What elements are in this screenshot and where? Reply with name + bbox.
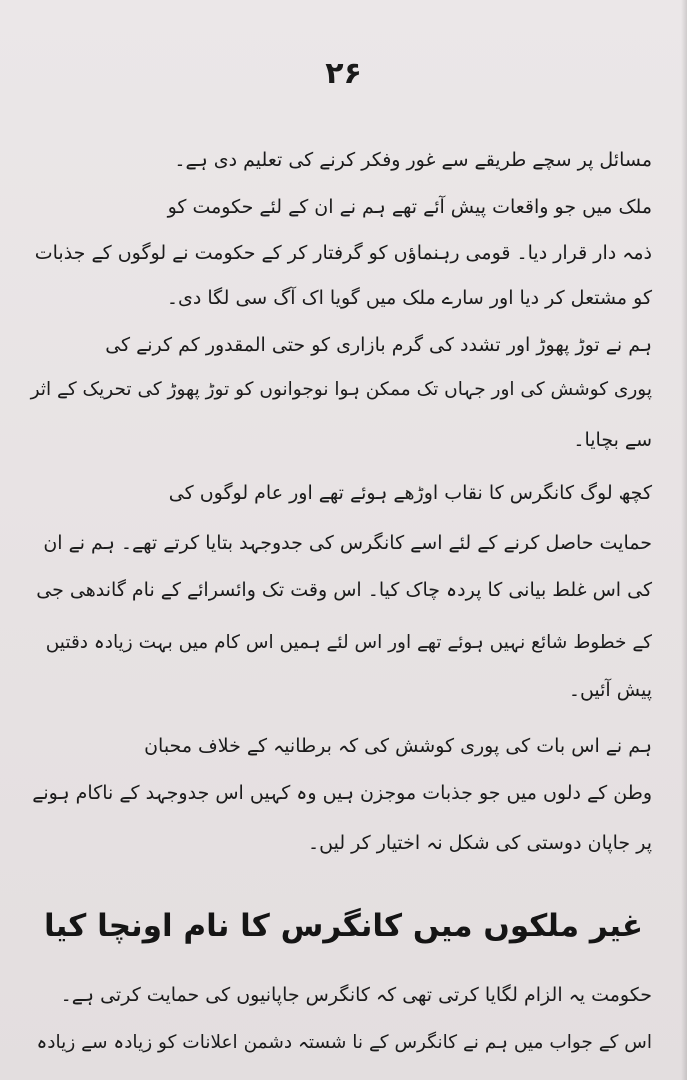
- text-line: کی اس غلط بیانی کا پردہ چاک کیا۔ اس وقت تک وائسرائے کے نام گاندھی جی: [36, 579, 652, 601]
- text-line: حمایت حاصل کرنے کے لئے اسے کانگرس کی جدوجہد بتایا کرتے تھے۔ ہم نے ان: [43, 532, 652, 554]
- page-number: ۲۶: [325, 56, 362, 91]
- text-line: کو مشتعل کر دیا اور سارے ملک میں گویا اک آگ سی لگا دی۔: [166, 287, 652, 309]
- text-line: ذمہ دار قرار دیا۔ قومی رہنماؤں کو گرفتار کر کے حکومت نے لوگوں کے جذبات: [34, 242, 652, 264]
- text-line: کچھ لوگ کانگرس کا نقاب اوڑھے ہوئے تھے اور عام لوگوں کی: [168, 482, 652, 504]
- text-line: سے بچایا۔: [573, 429, 652, 451]
- section-heading: غیر ملکوں میں کانگرس کا نام اونچا کیا: [43, 908, 644, 944]
- text-line: پیش آئیں۔: [568, 679, 652, 701]
- text-line: پر جاپان دوستی کی شکل نہ اختیار کر لیں۔: [308, 832, 652, 854]
- text-line: وطن کے دلوں میں جو جذبات موجزن ہیں وہ کہیں اس جدوجہد کے ناکام ہونے: [32, 782, 652, 804]
- text-line: حکومت یہ الزام لگایا کرتی تھی کہ کانگرس جاپانیوں کی حمایت کرتی ہے۔: [60, 984, 652, 1006]
- text-line: اس کے جواب میں ہم نے کانگرس کے نا شستہ دشمن اعلانات کو زیادہ سے زیادہ: [36, 1032, 652, 1053]
- text-line: مسائل پر سچے طریقے سے غور وفکر کرنے کی تعلیم دی ہے۔: [174, 149, 652, 171]
- text-line: ملک میں جو واقعات پیش آئے تھے ہم نے ان کے لئے حکومت کو: [167, 196, 652, 218]
- text-line: ہم نے اس بات کی پوری کوشش کی کہ برطانیہ کے خلاف محبان: [144, 735, 652, 757]
- text-line: پوری کوشش کی اور جہاں تک ممکن ہوا نوجوانوں کو توڑ پھوڑ کی تحریک کے اثر: [30, 379, 652, 400]
- text-line: ہم نے توڑ پھوڑ اور تشدد کی گرم بازاری کو حتی المقدور کم کرنے کی: [105, 334, 652, 356]
- text-line: کے خطوط شائع نہیں ہوئے تھے اور اس لئے ہمیں اس کام میں بہت زیادہ دقتیں: [45, 632, 652, 653]
